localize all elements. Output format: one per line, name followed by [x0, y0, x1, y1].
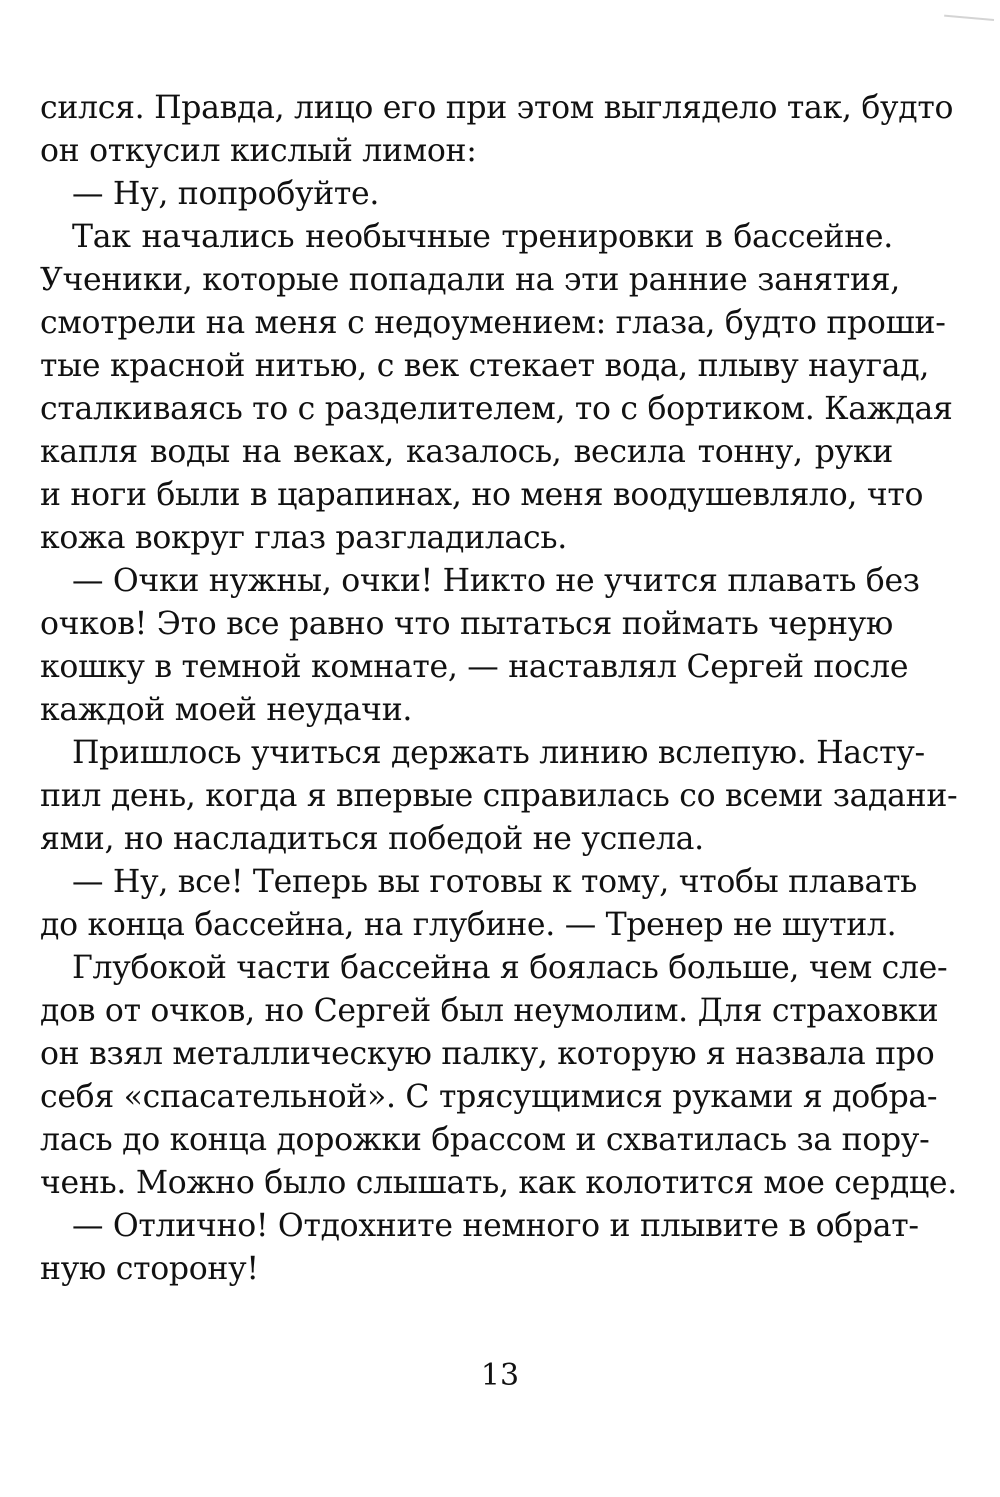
text-line: ями, но насладиться победой не успела. [40, 821, 704, 857]
text-line: Глубокой части бассейна я боялась больше, чем сле- [72, 950, 948, 986]
text-line: очков! Это все равно что пытаться поймать черную [40, 606, 893, 642]
text-line: он откусил кислый лимон: [40, 133, 477, 169]
text-line: он взял металлическую палку, которую я назвала про [40, 1036, 935, 1072]
text-line: Ученики, которые попадали на эти ранние занятия, [40, 262, 900, 298]
text-line: сталкиваясь то с разделителем, то с бортиком. Каждая [40, 391, 953, 427]
text-line: сился. Правда, лицо его при этом выглядело так, будто [40, 90, 954, 126]
text-line: — Очки нужны, очки! Никто не учится плавать без [72, 563, 920, 599]
text-line: капля воды на веках, казалось, весила тонну, руки [40, 434, 893, 470]
text-line: смотрели на меня с недоумением: глаза, будто проши- [40, 305, 946, 341]
text-line: — Ну, попробуйте. [72, 176, 380, 212]
text-line: ную сторону! [40, 1251, 259, 1287]
text-line: кожа вокруг глаз разгладилась. [40, 520, 567, 556]
text-line: тые красной нитью, с век стекает вода, плыву наугад, [40, 348, 930, 384]
text-line: пил день, когда я впервые справилась со всеми задани- [40, 778, 958, 814]
text-line: чень. Можно было слышать, как колотится мое сердце. [40, 1165, 957, 1201]
text-line: Так начались необычные тренировки в бассейне. [72, 219, 893, 255]
page-text [40, 87, 958, 1291]
text-line: до конца бассейна, на глубине. — Тренер не шутил. [40, 907, 897, 943]
text-line: кошку в темной комнате, — наставлял Сергей после [40, 649, 909, 685]
text-line: каждой моей неудачи. [40, 692, 413, 728]
text-line: — Отлично! Отдохните немного и плывите в обрат- [72, 1208, 919, 1244]
text-line: лась до конца дорожки брассом и схватилась за пору- [40, 1122, 930, 1158]
page-number: 13 [480, 1358, 520, 1393]
text-line: и ноги были в царапинах, но меня воодушевляло, что [40, 477, 924, 513]
text-line: дов от очков, но Сергей был неумолим. Для страховки [40, 993, 939, 1029]
text-line: себя «спасательной». С трясущимися руками я добра- [40, 1079, 938, 1115]
scan-corner-mark [944, 15, 994, 21]
text-line: — Ну, все! Теперь вы готовы к тому, чтобы плавать [72, 864, 917, 900]
text-line: Пришлось учиться держать линию вслепую. Насту- [72, 735, 925, 771]
